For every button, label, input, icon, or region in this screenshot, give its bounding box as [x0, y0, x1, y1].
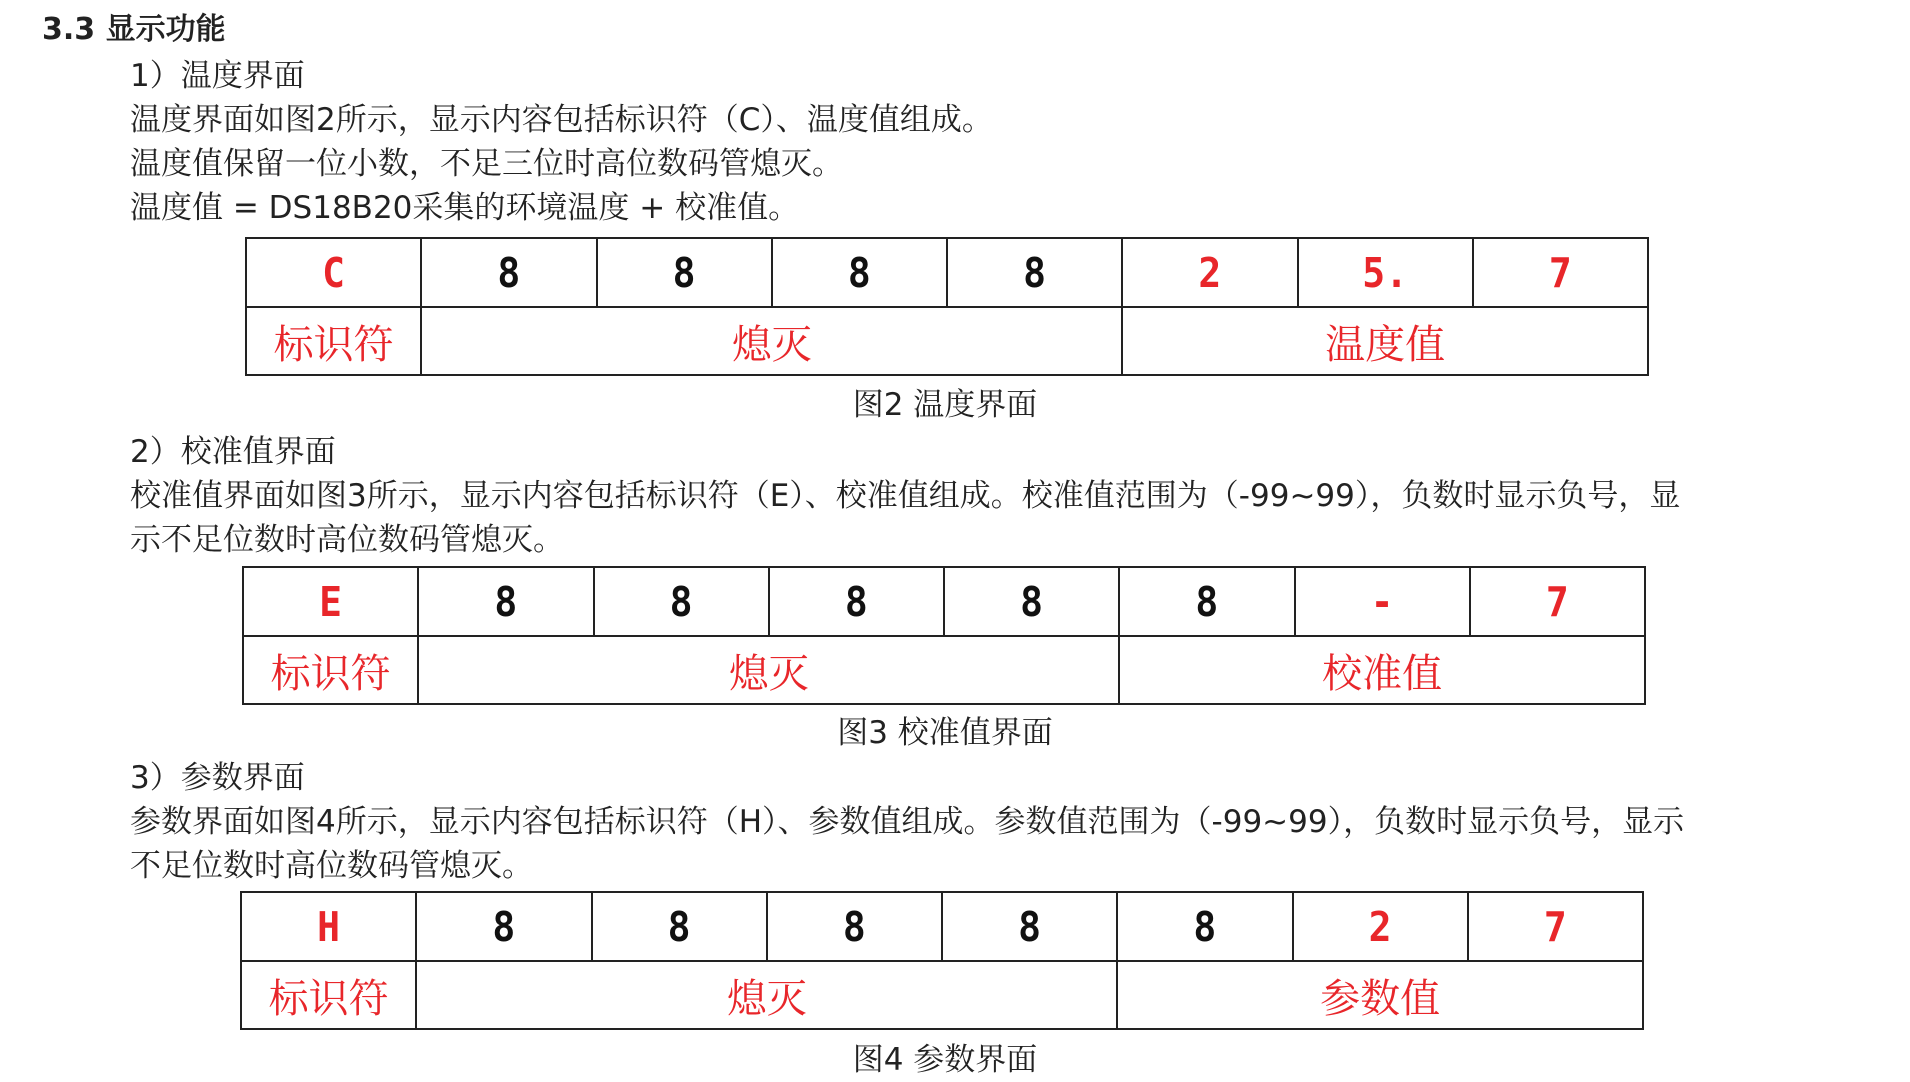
segment-digit: 5.	[1362, 248, 1408, 297]
segment-digit: 8	[494, 577, 518, 626]
temperature-display-table	[245, 237, 1649, 376]
digit-cell	[1122, 238, 1297, 307]
temperature-line-3: 温度值 = DS18B20采集的环境温度 + 校准值。	[130, 190, 800, 226]
digit-cell	[1293, 892, 1468, 961]
digit-cell	[942, 892, 1117, 961]
segment-digit: 8	[492, 902, 516, 951]
blank-label-cell	[421, 307, 1122, 375]
digit-cell	[1470, 567, 1645, 636]
value-label: 校准值	[1322, 650, 1443, 697]
digit-cell	[1468, 892, 1643, 961]
digit-cell	[767, 892, 942, 961]
segment-digit: 8	[844, 577, 868, 626]
identifier-label: 标识符	[268, 975, 389, 1022]
segment-digit: 7	[1543, 902, 1567, 951]
segment-digit: 8	[672, 248, 696, 297]
parameter-line-2: 不足位数时高位数码管熄灭。	[130, 848, 533, 884]
segment-digit: 8	[497, 248, 521, 297]
digit-cell	[418, 567, 593, 636]
segment-digit: -	[1370, 577, 1394, 626]
parameter-display-table	[240, 891, 1644, 1030]
segment-digit: 7	[1548, 248, 1572, 297]
value-label-cell	[1117, 961, 1643, 1029]
figure-4-caption: 图4 参数界面	[852, 1042, 1038, 1078]
digit-cell	[592, 892, 767, 961]
temperature-title: 1）温度界面	[130, 58, 305, 94]
value-label-cell	[1122, 307, 1648, 375]
identifier-label-cell	[243, 636, 418, 704]
value-label: 温度值	[1325, 321, 1446, 368]
figure-3-caption: 图3 校准值界面	[837, 715, 1053, 751]
value-label-cell	[1119, 636, 1645, 704]
segment-digit: C	[322, 248, 346, 297]
section-heading: 3.3 显示功能	[42, 12, 226, 47]
digit-cell	[241, 892, 416, 961]
segment-digit: H	[317, 902, 341, 951]
digit-cell	[1117, 892, 1292, 961]
digit-cell	[597, 238, 772, 307]
blank-label-cell	[416, 961, 1117, 1029]
segment-digit: 8	[669, 577, 693, 626]
blank-label: 熄灭	[726, 975, 807, 1022]
segment-digit: 8	[1020, 577, 1044, 626]
blank-label: 熄灭	[731, 321, 812, 368]
segment-digit: 8	[1018, 902, 1042, 951]
segment-digit: 2	[1198, 248, 1222, 297]
digit-cell	[1473, 238, 1648, 307]
identifier-label-cell	[246, 307, 421, 375]
value-label: 参数值	[1320, 975, 1441, 1022]
digit-cell	[594, 567, 769, 636]
segment-digit: E	[319, 577, 343, 626]
digit-cell	[772, 238, 947, 307]
parameter-title: 3）参数界面	[130, 760, 305, 796]
segment-digit: 8	[1195, 577, 1219, 626]
segment-digit: 7	[1545, 577, 1569, 626]
digit-cell	[421, 238, 596, 307]
calibration-line-1: 校准值界面如图3所示，显示内容包括标识符（E）、校准值组成。校准值范围为（-99~99），负数时显示负号，显	[130, 478, 1681, 514]
digit-cell	[243, 567, 418, 636]
segment-digit: 8	[1193, 902, 1217, 951]
figure-2-caption: 图2 温度界面	[852, 387, 1038, 423]
parameter-line-1: 参数界面如图4所示，显示内容包括标识符（H）、参数值组成。参数值范围为（-99~99），负数时显示负号，显示	[130, 804, 1685, 840]
digit-cell	[246, 238, 421, 307]
digit-cell	[1298, 238, 1473, 307]
identifier-label-cell	[241, 961, 416, 1029]
segment-digit: 8	[847, 248, 871, 297]
blank-label-cell	[418, 636, 1119, 704]
digit-cell	[1119, 567, 1294, 636]
calibration-line-2: 示不足位数时高位数码管熄灭。	[130, 522, 564, 558]
temperature-line-1: 温度界面如图2所示，显示内容包括标识符（C）、温度值组成。	[130, 102, 993, 138]
segment-digit: 2	[1368, 902, 1392, 951]
calibration-display-table	[242, 566, 1646, 705]
digit-cell	[1295, 567, 1470, 636]
digit-cell	[944, 567, 1119, 636]
digit-cell	[416, 892, 591, 961]
segment-digit: 8	[667, 902, 691, 951]
identifier-label: 标识符	[270, 650, 391, 697]
segment-digit: 8	[842, 902, 866, 951]
calibration-title: 2）校准值界面	[130, 434, 336, 470]
digit-cell	[947, 238, 1122, 307]
identifier-label: 标识符	[273, 321, 394, 368]
segment-digit: 8	[1023, 248, 1047, 297]
digit-cell	[769, 567, 944, 636]
temperature-line-2: 温度值保留一位小数，不足三位时高位数码管熄灭。	[130, 146, 843, 182]
blank-label: 熄灭	[728, 650, 809, 697]
